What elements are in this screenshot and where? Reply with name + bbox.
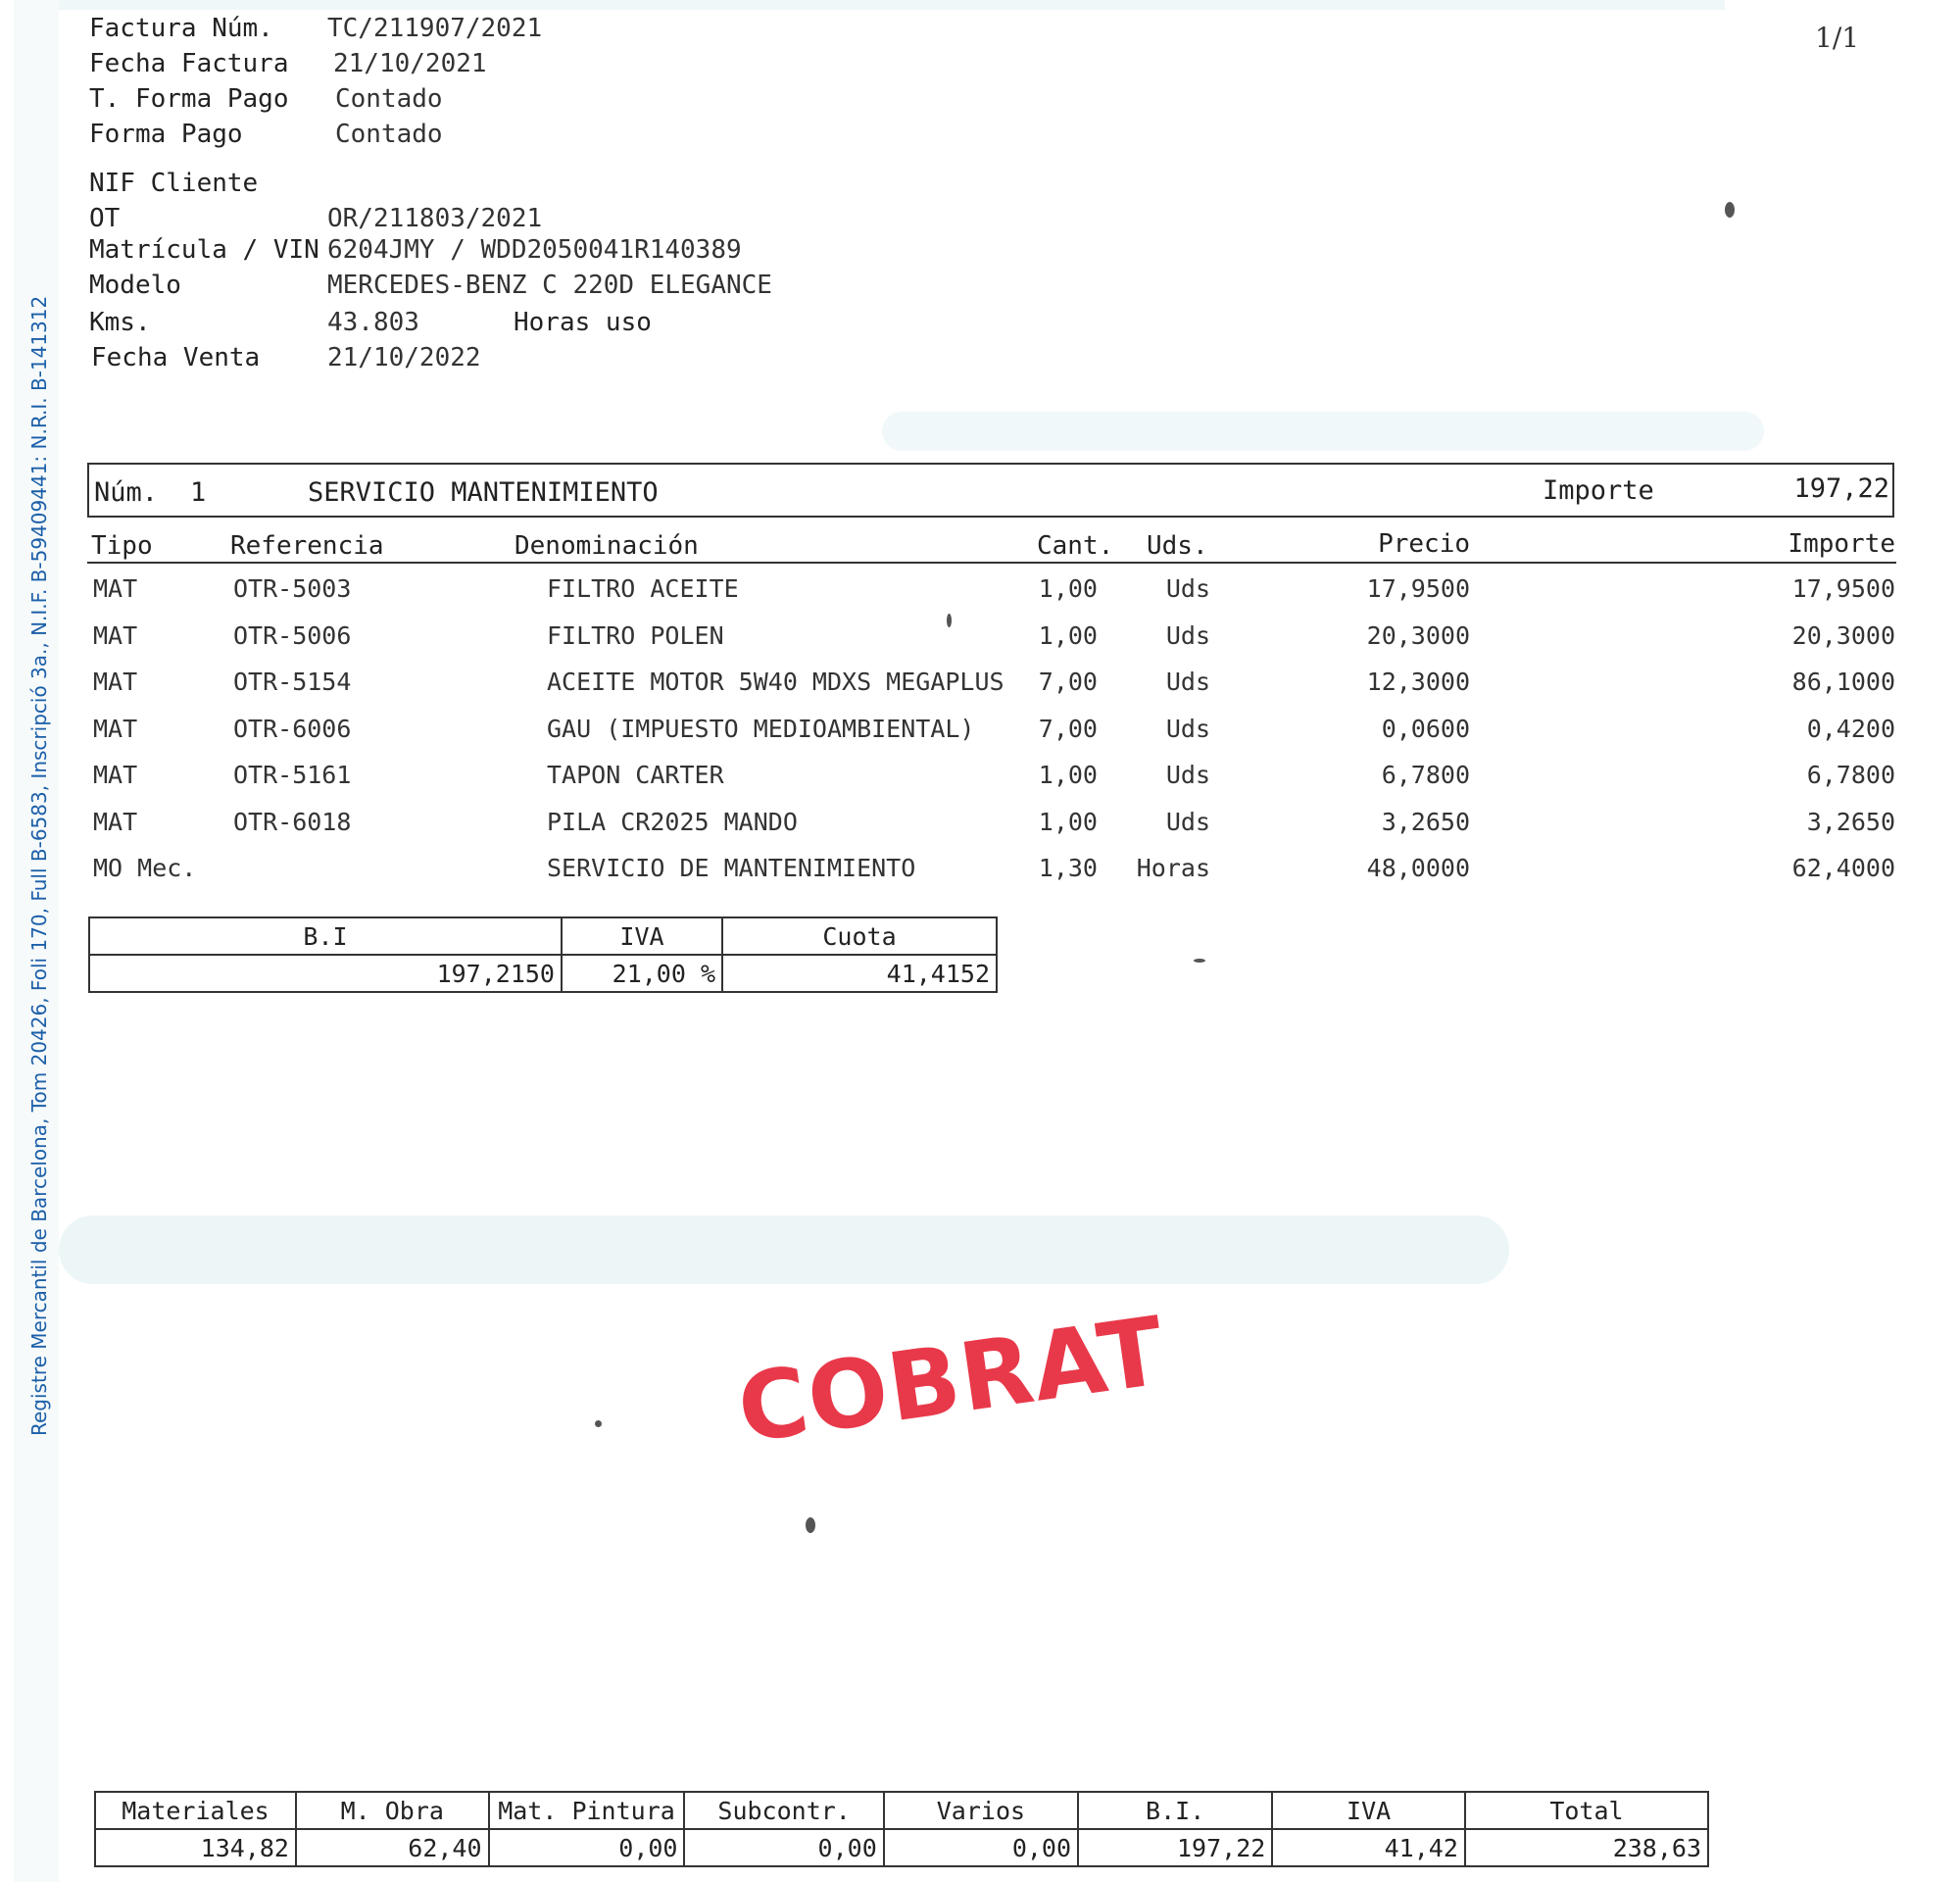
totals-value-row bbox=[95, 1829, 1708, 1866]
line-precio: 20,3000 bbox=[1366, 620, 1470, 650]
totals-value-cell: 0,00 bbox=[489, 1829, 685, 1866]
line-uds: Horas bbox=[1136, 854, 1210, 882]
line-denominacion: PILA CR2025 MANDO bbox=[547, 807, 798, 836]
scan-wash-mid bbox=[882, 412, 1764, 451]
line-tipo: MAT bbox=[93, 620, 138, 650]
line-importe: 0,4200 bbox=[1806, 714, 1895, 743]
line-importe: 20,3000 bbox=[1791, 620, 1895, 650]
line-cant: 7,00 bbox=[1038, 668, 1098, 696]
col-tipo: Tipo bbox=[91, 531, 153, 561]
kms-value: 43.803 bbox=[327, 308, 419, 337]
scan-speck bbox=[595, 1420, 602, 1427]
totals-table bbox=[94, 1791, 1709, 1867]
ot-value: OR/211803/2021 bbox=[327, 204, 543, 233]
t-forma-pago-label: T. Forma Pago bbox=[89, 84, 289, 114]
section-importe: 197,22 bbox=[1793, 473, 1889, 504]
line-cant: 1,00 bbox=[1038, 620, 1098, 650]
line-tipo: MAT bbox=[93, 761, 138, 789]
line-precio: 17,9500 bbox=[1366, 574, 1470, 603]
line-precio: 6,7800 bbox=[1381, 761, 1470, 789]
cobrat-stamp: COBRAT bbox=[731, 1296, 1172, 1464]
totals-header-cell: IVA bbox=[1272, 1792, 1465, 1829]
tax-bi-value: 197,2150 bbox=[89, 955, 562, 992]
col-uds: Uds. bbox=[1147, 531, 1208, 561]
line-denominacion: ACEITE MOTOR 5W40 MDXS MEGAPLUS bbox=[547, 668, 1004, 696]
totals-header-row bbox=[95, 1792, 1708, 1829]
line-importe: 6,7800 bbox=[1806, 761, 1895, 789]
tax-iva-label: IVA bbox=[562, 917, 722, 955]
line-uds: Uds bbox=[1165, 668, 1210, 696]
scan-wash-top bbox=[59, 0, 1725, 10]
line-denominacion: GAU (IMPUESTO MEDIOAMBIENTAL) bbox=[547, 714, 975, 743]
modelo-label: Modelo bbox=[89, 271, 181, 300]
line-denominacion: FILTRO POLEN bbox=[547, 620, 724, 650]
ot-label: OT bbox=[89, 204, 121, 233]
forma-pago-value: Contado bbox=[335, 120, 443, 149]
fecha-venta-label: Fecha Venta bbox=[91, 343, 261, 372]
line-referencia: OTR-5161 bbox=[233, 761, 352, 789]
line-referencia: OTR-6018 bbox=[233, 807, 352, 836]
line-uds: Uds bbox=[1165, 714, 1210, 743]
tax-cuota-value: 41,4152 bbox=[722, 955, 997, 992]
tax-bi-label: B.I bbox=[89, 917, 562, 955]
totals-header-cell: Total bbox=[1465, 1792, 1708, 1829]
factura-label: Factura Núm. bbox=[89, 14, 273, 43]
horas-uso-label: Horas uso bbox=[514, 308, 652, 337]
matricula-label: Matrícula / VIN bbox=[89, 235, 319, 265]
line-denominacion: TAPON CARTER bbox=[547, 761, 724, 789]
totals-value-cell: 41,42 bbox=[1272, 1829, 1465, 1866]
matricula-value: 6204JMY / WDD2050041R140389 bbox=[327, 235, 742, 265]
tax-cuota-label: Cuota bbox=[722, 917, 997, 955]
section-num-label: Núm. bbox=[94, 477, 159, 508]
scan-wash-band bbox=[59, 1215, 1509, 1284]
line-precio: 48,0000 bbox=[1366, 854, 1470, 882]
col-denominacion: Denominación bbox=[514, 531, 699, 561]
registry-sidebar-text: Registre Mercantil de Barcelona, Tom 20426, Foli 170, Full B-6583, Inscripció 3a., N.I.F. B-59409441: N.R.I. B-141312 bbox=[27, 295, 51, 1436]
totals-header-cell: Varios bbox=[884, 1792, 1078, 1829]
kms-label: Kms. bbox=[89, 308, 151, 337]
totals-header-cell: B.I. bbox=[1078, 1792, 1272, 1829]
scan-speck bbox=[947, 614, 952, 627]
totals-header-cell: Materiales bbox=[95, 1792, 296, 1829]
section-importe-label: Importe bbox=[1543, 475, 1654, 506]
fecha-factura-label: Fecha Factura bbox=[89, 49, 289, 78]
totals-value-cell: 197,22 bbox=[1078, 1829, 1272, 1866]
totals-header-cell: Mat. Pintura bbox=[489, 1792, 685, 1829]
totals-value-cell: 134,82 bbox=[95, 1829, 296, 1866]
line-denominacion: FILTRO ACEITE bbox=[547, 574, 739, 603]
line-uds: Uds bbox=[1165, 807, 1210, 836]
line-tipo: MO Mec. bbox=[93, 854, 197, 882]
line-importe: 62,4000 bbox=[1791, 854, 1895, 882]
header-rule bbox=[87, 562, 1896, 564]
line-denominacion: SERVICIO DE MANTENIMIENTO bbox=[547, 854, 916, 882]
line-importe: 17,9500 bbox=[1791, 574, 1895, 603]
col-cant: Cant. bbox=[1037, 531, 1114, 561]
scan-speck bbox=[1725, 202, 1735, 218]
line-cant: 1,00 bbox=[1038, 761, 1098, 789]
line-cant: 7,00 bbox=[1038, 714, 1098, 743]
col-importe: Importe bbox=[1788, 529, 1895, 559]
factura-value: TC/211907/2021 bbox=[327, 14, 543, 43]
line-referencia: OTR-5003 bbox=[233, 574, 352, 603]
totals-value-cell: 238,63 bbox=[1465, 1829, 1708, 1866]
tax-iva-value: 21,00 % bbox=[562, 955, 722, 992]
tax-summary-table bbox=[88, 916, 998, 993]
line-referencia: OTR-5006 bbox=[233, 620, 352, 650]
forma-pago-label: Forma Pago bbox=[89, 120, 243, 149]
line-cant: 1,00 bbox=[1038, 574, 1098, 603]
modelo-value: MERCEDES-BENZ C 220D ELEGANCE bbox=[327, 271, 772, 300]
line-cant: 1,30 bbox=[1038, 854, 1098, 882]
scan-speck bbox=[806, 1517, 815, 1533]
line-precio: 3,2650 bbox=[1381, 807, 1470, 836]
line-referencia: OTR-6006 bbox=[233, 714, 352, 743]
section-num: 1 bbox=[190, 477, 207, 508]
nif-cliente-label: NIF Cliente bbox=[89, 169, 259, 198]
section-title: SERVICIO MANTENIMIENTO bbox=[308, 477, 659, 508]
totals-header-cell: Subcontr. bbox=[684, 1792, 883, 1829]
t-forma-pago-value: Contado bbox=[335, 84, 443, 114]
fecha-factura-value: 21/10/2021 bbox=[333, 49, 487, 78]
line-uds: Uds bbox=[1165, 761, 1210, 789]
totals-value-cell: 0,00 bbox=[684, 1829, 883, 1866]
col-referencia: Referencia bbox=[230, 531, 384, 561]
line-importe: 3,2650 bbox=[1806, 807, 1895, 836]
line-tipo: MAT bbox=[93, 574, 138, 603]
line-tipo: MAT bbox=[93, 807, 138, 836]
totals-header-cell: M. Obra bbox=[296, 1792, 489, 1829]
line-tipo: MAT bbox=[93, 668, 138, 696]
fecha-venta-value: 21/10/2022 bbox=[327, 343, 481, 372]
scan-speck bbox=[1194, 959, 1205, 963]
totals-value-cell: 0,00 bbox=[884, 1829, 1078, 1866]
line-precio: 12,3000 bbox=[1366, 668, 1470, 696]
totals-value-cell: 62,40 bbox=[296, 1829, 489, 1866]
line-importe: 86,1000 bbox=[1791, 668, 1895, 696]
line-precio: 0,0600 bbox=[1381, 714, 1470, 743]
page-number: 1/1 bbox=[1815, 22, 1860, 54]
line-uds: Uds bbox=[1165, 620, 1210, 650]
line-cant: 1,00 bbox=[1038, 807, 1098, 836]
line-uds: Uds bbox=[1165, 574, 1210, 603]
line-referencia: OTR-5154 bbox=[233, 668, 352, 696]
col-precio: Precio bbox=[1378, 529, 1470, 559]
line-tipo: MAT bbox=[93, 714, 138, 743]
